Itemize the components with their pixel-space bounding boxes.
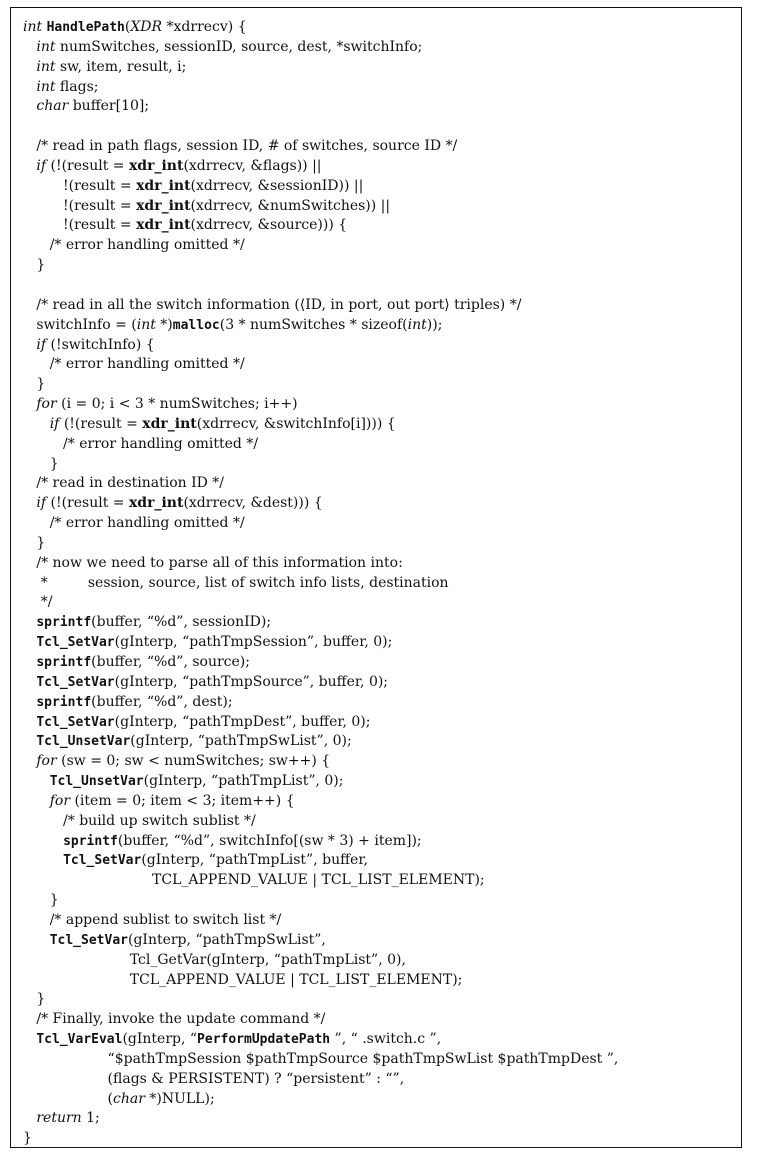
code-token: (gInterp, “pathTmpList”, 0);	[143, 773, 344, 790]
code-line	[23, 693, 741, 713]
code-token: /* error handling omitted */	[23, 435, 259, 452]
code-token: (buffer, “%d”, switchInfo[(sw * 3) + item]);	[117, 832, 422, 849]
code-token: (!switchInfo) {	[46, 336, 155, 353]
code-token: int	[36, 38, 56, 55]
code-line	[23, 554, 741, 574]
code-token: (i = 0; i < 3 * numSwitches; i++)	[56, 396, 298, 413]
code-token: if	[49, 415, 60, 432]
code-line	[23, 375, 741, 395]
code-token: */	[23, 594, 53, 611]
code-token: int	[23, 19, 47, 35]
code-line	[23, 593, 741, 613]
code-token: *)NULL);	[144, 1090, 215, 1107]
code-line	[23, 137, 741, 157]
code-line	[23, 752, 741, 772]
code-token: Tcl_SetVar	[63, 853, 142, 869]
code-token: Tcl_SetVar	[49, 932, 128, 948]
code-line	[23, 832, 741, 852]
code-token: }	[23, 1130, 32, 1147]
code-line	[23, 792, 741, 812]
code-line	[23, 871, 741, 891]
code-token	[23, 773, 50, 789]
code-token	[23, 634, 36, 650]
code-token	[23, 337, 36, 353]
code-token: Tcl_UnsetVar	[49, 774, 144, 790]
code-token: Tcl_SetVar	[36, 674, 115, 690]
code-line	[23, 911, 741, 931]
code-token: Tcl_SetVar	[36, 635, 115, 651]
code-line	[23, 197, 741, 217]
code-token: int	[136, 316, 156, 333]
code-line	[23, 236, 741, 256]
code-token: /* error handling omitted */	[23, 515, 245, 532]
code-token	[23, 654, 36, 670]
code-token: (gInterp, “pathTmpSession”, buffer, 0);	[114, 634, 393, 651]
code-token: malloc	[172, 317, 220, 333]
code-token: (xdrrecv, &flags)) ||	[183, 157, 322, 174]
code-token: xdr_int	[136, 217, 191, 234]
code-token	[23, 98, 36, 114]
code-token	[23, 614, 36, 630]
code-token: Tcl_SetVar	[36, 714, 115, 730]
code-line	[23, 157, 741, 177]
code-token: for	[36, 753, 57, 770]
code-token: (gInterp, “pathTmpDest”, buffer, 0);	[114, 713, 371, 730]
code-token: “$pathTmpSession $pathTmpSource $pathTmpSwList $pathTmpDest ”,	[23, 1050, 619, 1067]
code-line	[23, 455, 741, 475]
code-token	[23, 714, 36, 730]
code-token: (	[23, 1090, 114, 1107]
code-line	[23, 97, 741, 117]
code-token: }	[23, 892, 59, 909]
code-token: /* now we need to parse all of this information into:	[23, 554, 403, 571]
code-token	[23, 59, 36, 75]
code-token: /* read in path flags, session ID, # of switches, source ID */	[23, 138, 458, 155]
code-token	[23, 753, 36, 769]
code-token: (xdrrecv, &switchInfo[i]))) {	[196, 415, 396, 432]
code-line	[23, 117, 741, 137]
code-token: (buffer, “%d”, sessionID);	[91, 614, 272, 631]
code-token: /* error handling omitted */	[23, 356, 245, 373]
code-line	[23, 732, 741, 752]
code-token: ));	[426, 316, 443, 333]
code-token: /* read in all the switch information (⟨ID, in port, out port⟩ triples) */	[23, 296, 522, 313]
code-token	[23, 674, 36, 690]
code-token	[23, 833, 63, 849]
code-line	[23, 276, 741, 296]
code-token: (xdrrecv, &sessionID)) ||	[190, 177, 364, 194]
code-line	[23, 574, 741, 594]
code-token: ”, “ .switch.c ”,	[330, 1031, 442, 1048]
code-token	[23, 118, 27, 134]
code-line	[23, 1109, 741, 1129]
code-line	[23, 971, 741, 991]
code-line	[23, 951, 741, 971]
code-line	[23, 713, 741, 733]
code-token: flags;	[55, 78, 99, 95]
code-line	[23, 415, 741, 435]
code-token: PerformUpdatePath	[197, 1032, 331, 1048]
code-line	[23, 673, 741, 693]
code-line	[23, 355, 741, 375]
code-token: /* append sublist to switch list */	[23, 911, 282, 928]
code-token: /* error handling omitted */	[23, 237, 245, 254]
code-token: (3 * numSwitches * sizeof(	[219, 316, 408, 333]
code-token: for	[36, 396, 57, 413]
code-token: xdr_int	[142, 415, 197, 432]
code-line	[23, 316, 741, 336]
code-token: int	[407, 316, 427, 333]
code-token	[23, 39, 36, 55]
code-line	[23, 534, 741, 554]
code-line	[23, 336, 741, 356]
code-token: (gInterp, “pathTmpSwList”, 0);	[130, 733, 352, 750]
code-listing-frame	[10, 7, 742, 1148]
code-token: /* Finally, invoke the update command */	[23, 1011, 326, 1028]
code-token: (gInterp, “pathTmpSwList”,	[127, 931, 326, 948]
code-token: (buffer, “%d”, source);	[91, 654, 250, 670]
code-token: char	[36, 98, 69, 115]
code-line	[23, 851, 741, 871]
code-token: }	[23, 534, 46, 551]
code-token: sprintf	[63, 833, 118, 849]
code-line	[23, 494, 741, 514]
code-token: char	[113, 1090, 145, 1107]
code-token	[23, 733, 36, 749]
code-token: return	[36, 1110, 82, 1127]
code-token: !(result =	[23, 217, 137, 234]
code-token: }	[23, 257, 46, 274]
code-token: sw, item, result, i;	[55, 58, 187, 75]
code-line	[23, 1050, 741, 1070]
code-line	[23, 1129, 741, 1149]
code-token: int	[36, 78, 56, 95]
code-token	[23, 1110, 36, 1126]
code-listing	[23, 18, 741, 1149]
code-line	[23, 1030, 741, 1050]
code-token: !(result =	[23, 197, 137, 214]
code-token: xdr_int	[136, 197, 191, 214]
code-token: (flags & PERSISTENT) ? “persistent” : “”,	[23, 1070, 405, 1087]
code-token: (gInterp, “pathTmpSource”, buffer, 0);	[114, 673, 389, 690]
code-token: }	[23, 991, 46, 1008]
code-token	[23, 158, 36, 174]
code-line	[23, 58, 741, 78]
code-token: * session, source, list of switch info lists, destination	[23, 574, 449, 591]
code-token	[23, 416, 50, 432]
code-token: xdr_int	[128, 157, 184, 174]
code-token: (gInterp, “pathTmpList”, buffer,	[141, 852, 368, 869]
code-token: (!(result =	[46, 157, 129, 174]
code-line	[23, 514, 741, 534]
code-token: !(result =	[23, 177, 137, 194]
code-token	[23, 932, 50, 948]
code-token: sprintf	[36, 615, 92, 631]
code-token: (!(result =	[59, 415, 143, 432]
code-token: xdr_int	[136, 177, 191, 194]
code-token: buffer[10];	[68, 98, 150, 115]
code-token: *)	[155, 316, 173, 333]
code-line	[23, 78, 741, 98]
code-token: HandlePath	[46, 20, 125, 35]
code-token: *xdrrecv) {	[162, 19, 247, 35]
code-token: (gInterp, “	[122, 1031, 198, 1048]
code-line	[23, 38, 741, 58]
code-line	[23, 177, 741, 197]
code-token: Tcl_VarEval	[36, 1032, 123, 1048]
code-token: /* read in destination ID */	[23, 475, 225, 492]
code-token	[23, 852, 63, 868]
code-token: (	[124, 19, 131, 35]
code-token: TCL_APPEND_VALUE | TCL_LIST_ELEMENT);	[23, 872, 485, 889]
code-token	[23, 396, 36, 412]
code-token: XDR	[130, 19, 163, 35]
code-line	[23, 474, 741, 494]
code-token: xdr_int	[128, 495, 184, 512]
code-token: for	[49, 792, 71, 809]
code-line	[23, 613, 741, 633]
code-line	[23, 653, 741, 673]
code-line	[23, 216, 741, 236]
code-line	[23, 18, 741, 38]
code-token: Tcl_GetVar(gInterp, “pathTmpList”, 0),	[23, 951, 406, 968]
code-token: sprintf	[36, 655, 92, 670]
code-line	[23, 395, 741, 415]
code-token: numSwitches, sessionID, source, dest, *switchInfo;	[55, 38, 423, 55]
code-line	[23, 1010, 741, 1030]
code-line	[23, 296, 741, 316]
code-line	[23, 990, 741, 1010]
code-token: if	[36, 336, 47, 353]
code-line	[23, 812, 741, 832]
code-token: int	[36, 58, 56, 75]
code-line	[23, 256, 741, 276]
code-token: }	[23, 376, 46, 393]
code-token: (sw = 0; sw < numSwitches; sw++) {	[56, 753, 331, 770]
code-token: Tcl_UnsetVar	[36, 734, 131, 750]
code-token	[23, 793, 50, 809]
code-line	[23, 891, 741, 911]
code-token: TCL_APPEND_VALUE | TCL_LIST_ELEMENT);	[23, 971, 463, 988]
code-token: (xdrrecv, &numSwitches)) ||	[190, 197, 391, 214]
code-token	[23, 79, 36, 95]
code-token: /* build up switch sublist */	[23, 812, 256, 829]
code-token	[23, 694, 36, 710]
code-token: 1;	[81, 1110, 100, 1127]
code-token: (xdrrecv, &dest))) {	[183, 495, 323, 512]
code-token: if	[36, 157, 47, 174]
code-line	[23, 931, 741, 951]
code-token: (item = 0; item < 3; item++) {	[70, 792, 295, 809]
code-token: switchInfo = (	[23, 316, 137, 333]
code-token	[23, 277, 27, 293]
code-token: (buffer, “%d”, dest);	[91, 693, 233, 710]
code-line	[23, 435, 741, 455]
code-line	[23, 1070, 741, 1090]
code-token: }	[23, 455, 59, 472]
code-line	[23, 633, 741, 653]
code-token	[23, 495, 36, 511]
code-token: if	[36, 495, 47, 512]
code-token: (!(result =	[46, 495, 129, 512]
code-token	[23, 1031, 36, 1047]
code-line	[23, 1090, 741, 1110]
code-token: (xdrrecv, &source))) {	[190, 217, 348, 234]
code-token: sprintf	[36, 694, 92, 710]
code-line	[23, 772, 741, 792]
